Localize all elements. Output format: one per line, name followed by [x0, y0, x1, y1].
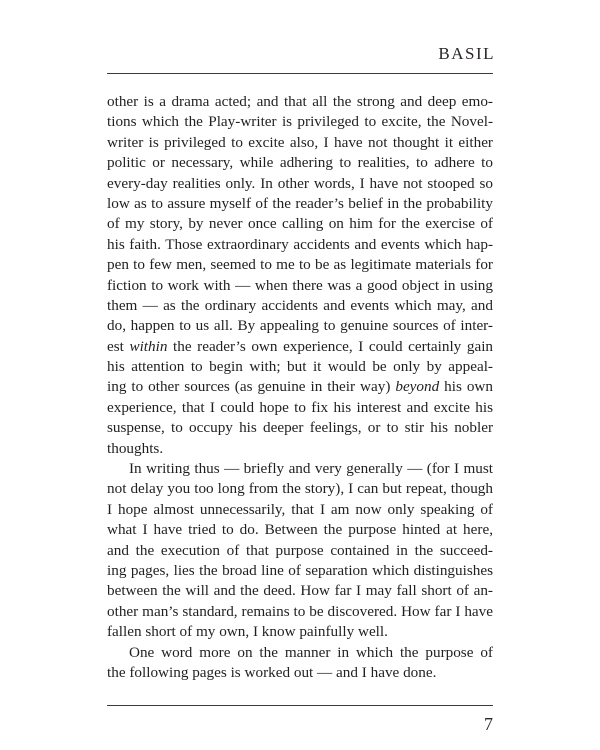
text-line: I hope almost unnecessarily, that I am now only speaking of — [107, 500, 493, 518]
text-line: and the execution of that purpose contained in the succeed- — [107, 541, 493, 559]
italic-emphasis: within — [129, 337, 168, 355]
text-line: them — as the ordinary accidents and events which may, and — [107, 296, 493, 314]
text-line: In writing thus — briefly and very generally — (for I must — [129, 460, 493, 478]
text-line: ing pages, lies the broad line of separation which distinguishes — [107, 561, 493, 579]
text-line: between the will and the deed. How far I may fall short of an- — [107, 582, 493, 600]
running-head-title: BASIL — [438, 44, 495, 63]
text-line: One word more on the manner in which the purpose of — [129, 643, 493, 661]
text-line: writer is privileged to excite also, I have not thought it either — [107, 133, 493, 151]
text-line: suspense, to occupy his deeper feelings, or to stir his nobler — [107, 419, 493, 437]
header-rule — [107, 73, 493, 74]
text-line: fiction to work with — when there was a good object in using — [107, 276, 493, 294]
text-line: not delay you too long from the story), I can but repeat, though — [107, 480, 493, 498]
text-line: low as to assure myself of the reader’s belief in the probability — [107, 194, 493, 212]
text-line: his faith. Those extraordinary accidents and events which hap- — [107, 235, 493, 253]
text-line: what I have tried to do. Between the purpose hinted at here, — [107, 521, 493, 539]
text-line: his attention to begin with; but it would be only by appeal- — [107, 358, 493, 376]
text-line: ing to other sources (as genuine in their way) beyond his own — [107, 378, 493, 396]
text-line: every-day realities only. In other words, I have not stooped so — [107, 174, 493, 192]
text-line: fallen short of my own, I know painfully well. — [107, 623, 388, 641]
text-line: the following pages is worked out — and I have done. — [107, 663, 437, 681]
text-line: tions which the Play-writer is privileged to excite, the Novel- — [107, 113, 493, 131]
text-line: other man’s standard, remains to be discovered. How far I have — [107, 602, 493, 620]
text-line: other is a drama acted; and that all the strong and deep emo- — [107, 93, 493, 110]
text-line: est within the reader’s own experience, I could certainly gain — [107, 337, 494, 355]
footer-rule — [107, 705, 493, 706]
body-text — [107, 92, 493, 683]
text-line: do, happen to us all. By appealing to genuine sources of inter- — [107, 317, 493, 335]
text-line: politic or necessary, while adhering to realities, to adhere to — [107, 154, 493, 172]
text-line: experience, that I could hope to fix his interest and excite his — [107, 398, 493, 416]
text-line: pen to few men, seemed to me to be as legitimate materials for — [107, 256, 493, 274]
text-line: of my story, by never once calling on him for the exercise of — [107, 215, 493, 233]
page-number: 7 — [484, 714, 493, 734]
text-line: thoughts. — [107, 439, 164, 457]
italic-emphasis: beyond — [395, 378, 440, 396]
